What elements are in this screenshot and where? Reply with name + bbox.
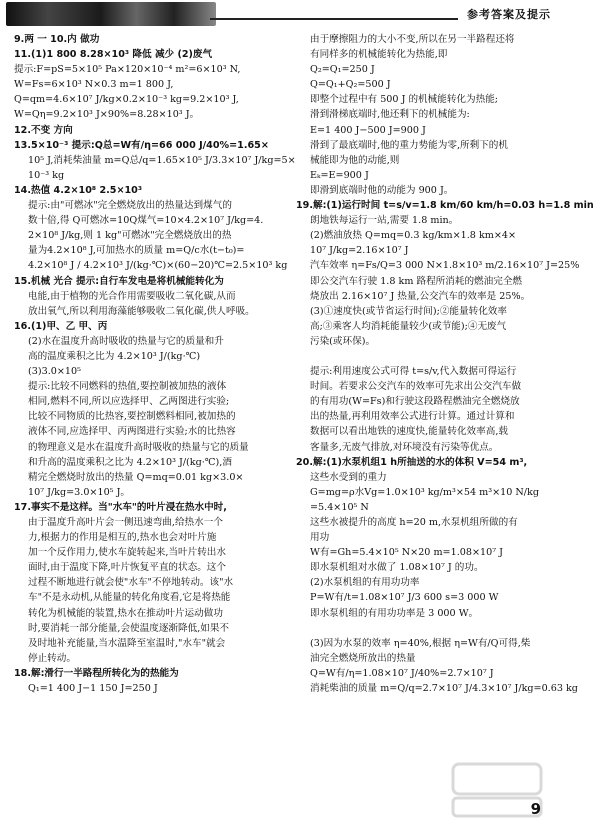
text-line: 提示:比较不同燃料的热值,要控制被加热的液体 xyxy=(28,381,227,393)
page-number: 9 xyxy=(530,800,541,818)
text-line: 过程不断地进行就会使"水车"不停地转动。该"水 xyxy=(28,577,234,589)
text-line: 2×10⁸ J/kg,则 1 kg"可燃冰"完全燃烧放出的热 xyxy=(28,230,232,242)
text-line: 10⁷ J/kg=3.0×10⁵ J。 xyxy=(28,486,131,498)
text-line: 滑到滑梯底端时,他还剩下的机械能为: xyxy=(310,109,470,121)
text-line: 的物理意义是水在温度升高时吸收的热量与它的质量 xyxy=(28,441,249,453)
text-line xyxy=(296,349,552,364)
text-line: 即滑到底端时他的动能为 900 J。 xyxy=(310,184,454,196)
text-line: W有=Gh=5.4×10⁵ N×20 m=1.08×10⁷ J xyxy=(310,547,503,559)
text-line: 精完全燃烧时放出的热量 Q=mq=0.01 kg×3.0× xyxy=(28,471,244,483)
text-line: =5.4×10⁵ N xyxy=(310,501,369,513)
text-line: 18.解:滑行一半路程所转化为的热能为 xyxy=(14,667,179,679)
text-line: 10⁷ J/kg=2.16×10⁷ J xyxy=(310,245,409,257)
text-line: 提示:由"可燃冰"完全燃烧放出的热量达到煤气的 xyxy=(28,200,232,212)
text-line: 加一个反作用力,使水车旋转起来,当叶片转出水 xyxy=(28,547,226,559)
text-line: 13.5×10⁻³ 提示:Q总=W有/η=66 000 J/40%=1.65× xyxy=(14,139,269,151)
text-line: G=mg=ρ水Vg=1.0×10³ kg/m³×54 m³×10 N/kg xyxy=(310,486,539,498)
text-line: (3)3.0×10⁵ xyxy=(28,366,81,378)
text-line: Q=Q₁+Q₂=500 J xyxy=(310,79,391,91)
text-line: 即水泵机组对水做了 1.08×10⁷ J 的功。 xyxy=(310,562,484,574)
text-line: 停止转动。 xyxy=(28,652,76,664)
text-line: 高;③乘客人均消耗能量较少(或节能);④无废气 xyxy=(310,320,507,332)
text-line: 由于温度升高叶片会一侧迅速弯曲,给热水一个 xyxy=(28,517,223,528)
text-line: Q₂=Q₁=250 J xyxy=(310,64,375,76)
text-line: 数十倍,得 Q可燃冰=10Q煤气=10×4.2×10⁷ J/kg=4. xyxy=(28,215,264,227)
text-line: 量为4.2×10⁸ J,可加热水的质量 m=Q/c水(t−t₀)= xyxy=(28,245,245,257)
text-line: 20.解:(1)水泵机组1 h所抽送的水的体积 V=54 m³, xyxy=(296,456,528,468)
text-line: (2)水泵机组的有用功功率 xyxy=(310,577,420,589)
text-line: W=Qη=9.2×10³ J×90%=8.28×10³ J。 xyxy=(14,109,200,121)
text-line: 相同,燃料不同,所以应选择甲、乙两图进行实验; xyxy=(28,396,230,408)
text-line: 15.机械 光合 提示:自行车发电是将机械能转化为 xyxy=(14,275,224,287)
text-line: 时,要消耗一部分能量,会使温度逐渐降低,如果不 xyxy=(28,622,230,634)
header-title: 参考答案及提示 xyxy=(467,8,551,21)
text-line: 数据可以看出地铁的速度快,能量转化效率高,载 xyxy=(310,426,508,438)
text-line: 客量多,无废气排放,对环境没有污染等优点。 xyxy=(310,441,499,453)
page-header xyxy=(0,0,563,28)
text-line: 即整个过程中有 500 J 的机械能转化为热能; xyxy=(310,94,499,106)
text-line: 电能,由于植物的光合作用需要吸收二氧化碳,从而 xyxy=(28,290,236,302)
text-line: 高的温度乘积之比为 4.2×10³ J/(kg·℃) xyxy=(28,350,201,362)
text-line: 即公交汽车行驶 1.8 km 路程所消耗的燃油完全燃 xyxy=(310,275,523,287)
text-line: 转化为机械能的装置,热水在推动叶片运动做功 xyxy=(28,607,223,619)
text-line: 汽车效率 η=Fs/Q=3 000 N×1.8×10³ m/2.16×10⁷ J=25% xyxy=(310,260,580,272)
text-line: 这些水受到的重力 xyxy=(310,471,387,483)
text-line: 4.2×10⁸ J / 4.2×10³ J/(kg·℃)×(60−20)℃=2.5×10³ kg xyxy=(28,260,288,272)
text-line: 提示:利用速度公式可得 t=s/v,代入数据可得运行 xyxy=(310,366,517,378)
text-line: 时间。若要求公交汽车的效率可先求出公交汽车做 xyxy=(310,381,522,393)
text-line: 油完全燃烧所放出的热量 xyxy=(310,652,416,664)
text-line: 9.两 一 10.内 做功 xyxy=(14,34,100,45)
text-line: 滑到了最底端时,他的重力势能为零,所剩下的机 xyxy=(310,139,508,151)
text-line: E=1 400 J−500 J=900 J xyxy=(310,124,426,136)
text-line: (2)水在温度升高时吸收的热量与它的质量和升 xyxy=(28,335,224,347)
text-line: (3)因为水泵的效率 η=40%,根据 η=W有/Q可得,柴 xyxy=(310,637,531,649)
text-line: 的有用功(W=Fs)和行驶这段路程燃油完全燃烧放 xyxy=(310,396,520,408)
text-line: W=Fs=6×10³ N×0.3 m=1 800 J, xyxy=(14,79,174,91)
text-line: 有同样多的机械能转化为热能,即 xyxy=(310,49,448,61)
text-line: Q=qm=4.6×10⁷ J/kg×0.2×10⁻³ kg=9.2×10³ J, xyxy=(14,94,239,106)
text-line: 10⁻³ kg xyxy=(28,169,65,181)
text-line: 11.(1)1 800 8.28×10³ 降低 减少 (2)废气 xyxy=(14,49,213,61)
text-line: 16.(1)甲、乙 甲、丙 xyxy=(14,320,108,332)
text-line: 消耗柴油的质量 m=Q/q=2.7×10⁷ J/4.3×10⁷ J/kg=0.63 kg xyxy=(310,683,578,695)
text-line xyxy=(296,621,552,636)
text-line: P=W有/t=1.08×10⁷ J/3 600 s=3 000 W xyxy=(310,592,499,604)
text-line: 10⁵ J,消耗柴油量 m=Q总/q=1.65×10⁵ J/3.3×10⁷ J/kg=5× xyxy=(28,154,296,166)
text-line: 这些水被提升的高度 h=20 m,水泵机组所做的有 xyxy=(310,517,518,528)
text-line: 及时地补充能量,当水温降至室温时,"水车"就会 xyxy=(28,637,226,649)
text-line: 14.热值 4.2×10⁸ 2.5×10³ xyxy=(14,184,143,196)
text-line: Eₖ=E=900 J xyxy=(310,169,369,181)
text-line: 17.事实不是这样。当"水车"的叶片浸在热水中时, xyxy=(14,501,227,513)
text-line: 19.解:(1)运行时间 t=s/v=1.8 km/60 km/h=0.03 h=1.8 min xyxy=(296,200,594,212)
text-line: 烧放出 2.16×10⁷ J 热量,公交汽车的效率是 25%。 xyxy=(310,290,531,302)
text-line: 12.不变 方向 xyxy=(14,124,73,136)
text-line: (2)燃油放热 Q=mq=0.3 kg/km×1.8 km×4× xyxy=(310,230,517,242)
text-line: (3)①速度快(或节省运行时间);②能量转化效率 xyxy=(310,305,507,317)
text-line: 放出氧气,所以利用海藻能够吸收二氧化碳,供人呼吸。 xyxy=(28,305,255,317)
text-line: 和升高的温度乘积之比为 4.2×10³ J/(kg·℃),酒 xyxy=(28,456,232,468)
left-column xyxy=(14,32,296,696)
text-line: 出的热量,再利用效率公式进行计算。通过计算和 xyxy=(310,411,515,423)
text-line: 由于摩擦阻力的大小不变,所以在另一半路程还将 xyxy=(310,34,515,45)
right-column xyxy=(296,32,594,696)
text-line: 力,根据力的作用是相互的,热水也会对叶片施 xyxy=(28,532,217,544)
header-decorative-image xyxy=(6,2,216,26)
text-line: 面时,由于温度下降,叶片恢复平直的状态。这个 xyxy=(28,562,226,574)
text-line: 用功 xyxy=(310,532,330,544)
text-line: Q=W有/η=1.08×10⁷ J/40%=2.7×10⁷ J xyxy=(310,667,494,679)
text-line: 即水泵机组的有用功功率是 3 000 W。 xyxy=(310,607,479,619)
text-line: Q₁=1 400 J−1 150 J=250 J xyxy=(28,683,158,695)
text-line: 提示:F=pS=5×10⁵ Pa×120×10⁻⁴ m²=6×10³ N, xyxy=(14,64,241,76)
text-line: 液体不同,应选择甲、丙两图进行实验;水的比热容 xyxy=(28,426,236,438)
header-rule xyxy=(210,18,458,20)
text-line: 比较不同物质的比热容,要控制燃料相同,被加热的 xyxy=(28,411,236,423)
text-line: 械能即为他的动能,则 xyxy=(310,154,400,166)
text-line: 朗地铁每运行一站,需要 1.8 min。 xyxy=(310,215,459,227)
text-line: 车"不是永动机,从能量的转化角度看,它是将热能 xyxy=(28,592,231,604)
text-line: 污染(或环保)。 xyxy=(310,335,376,347)
